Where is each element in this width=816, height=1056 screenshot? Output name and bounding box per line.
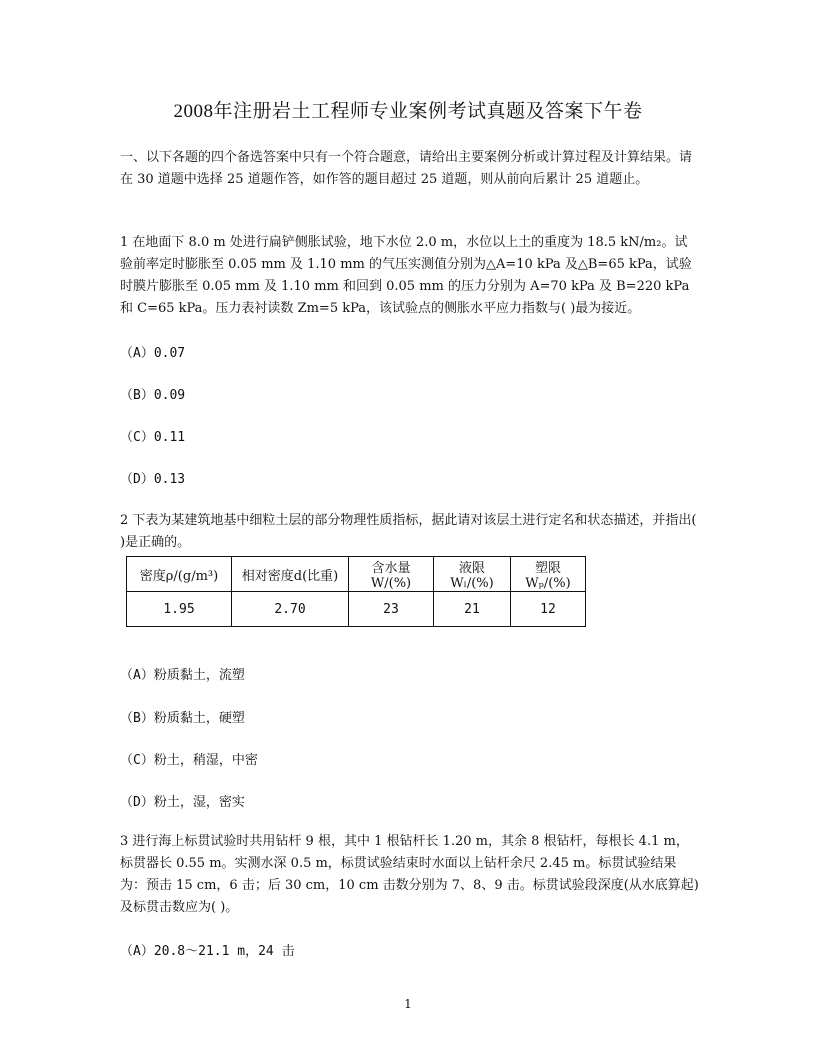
question-2-option-a: （A）粉质黏土，流塑 — [120, 668, 245, 683]
question-2-option-b: （B）粉质黏土，硬塑 — [120, 711, 245, 726]
question-2-text: 2 下表为某建筑地基中细粒土层的部分物理性质指标，据此请对该层土进行定名和状态描述，并指出( )是正确的。 — [120, 513, 697, 550]
page-number: 1 — [404, 997, 412, 1011]
question-1-option-a: （A）0.07 — [120, 346, 186, 361]
question-2-option-d: （D）粉土，湿，密实 — [120, 795, 245, 810]
table-row — [127, 592, 586, 627]
soil-properties-table — [126, 556, 586, 627]
table-cell: 21 — [434, 592, 511, 627]
question-1-option-c: （C）0.11 — [120, 430, 186, 445]
table-cell: 2.70 — [232, 592, 349, 627]
table-header-cell: 含水量W/(%) — [349, 557, 434, 592]
table-header-cell: 液限Wₗ/(%) — [434, 557, 511, 592]
intro-paragraph: 一、以下各题的四个备选答案中只有一个符合题意，请给出主要案例分析或计算过程及计算结果。请在 30 道题中选择 25 道题作答，如作答的题目超过 25 道题，则从前向后累计 25 道题止。 — [120, 150, 693, 187]
question-1-option-b: （B）0.09 — [120, 388, 186, 403]
question-1-option-d: （D）0.13 — [120, 472, 186, 487]
table-header-row — [127, 557, 586, 592]
page-title: 2008年注册岩土工程师专业案例考试真题及答案下午卷 — [173, 101, 643, 122]
table-header-cell: 密度ρ/(g/m³) — [127, 557, 232, 592]
table-header-cell: 相对密度d(比重) — [232, 557, 349, 592]
table-header-cell: 塑限Wₚ/(%) — [511, 557, 586, 592]
question-2-option-c: （C）粉土，稍湿，中密 — [120, 753, 258, 768]
question-1-text: 1 在地面下 8.0 m 处进行扁铲侧胀试验，地下水位 2.0 m，水位以上土的重度为 18.5 kN/m₂。试验前率定时膨胀至 0.05 mm 及 1.10 mm 的气压实测值分别为△A=10 kPa 及△B=65 kPa，试验时膜片膨胀至 0.05 mm 及 1.10 mm 和回到 0.05 mm 的压力分别为 A=70 kPa 及 B=220 kPa 和 C=65 kPa。压力表衬读数 Zm=5 kPa，该试验点的侧胀水平应力指数与( )最为接近。 — [120, 235, 692, 316]
table-cell: 1.95 — [127, 592, 232, 627]
question-3-text: 3 进行海上标贯试验时共用钻杆 9 根，其中 1 根钻杆长 1.20 m，其余 8 根钻杆，每根长 4.1 m，标贯器长 0.55 m。实测水深 0.5 m，标贯试验结束时水面以上钻杆余尺 2.45 m。标贯试验结果为：预击 15 cm，6 击；后 30 cm，10 cm 击数分别为 7、8、9 击。标贯试验段深度(从水底算起)及标贯击数应为( )。 — [120, 834, 699, 915]
table-cell: 23 — [349, 592, 434, 627]
question-3-option-a: （A）20.8～21.1 m，24 击 — [120, 944, 295, 959]
table-cell: 12 — [511, 592, 586, 627]
